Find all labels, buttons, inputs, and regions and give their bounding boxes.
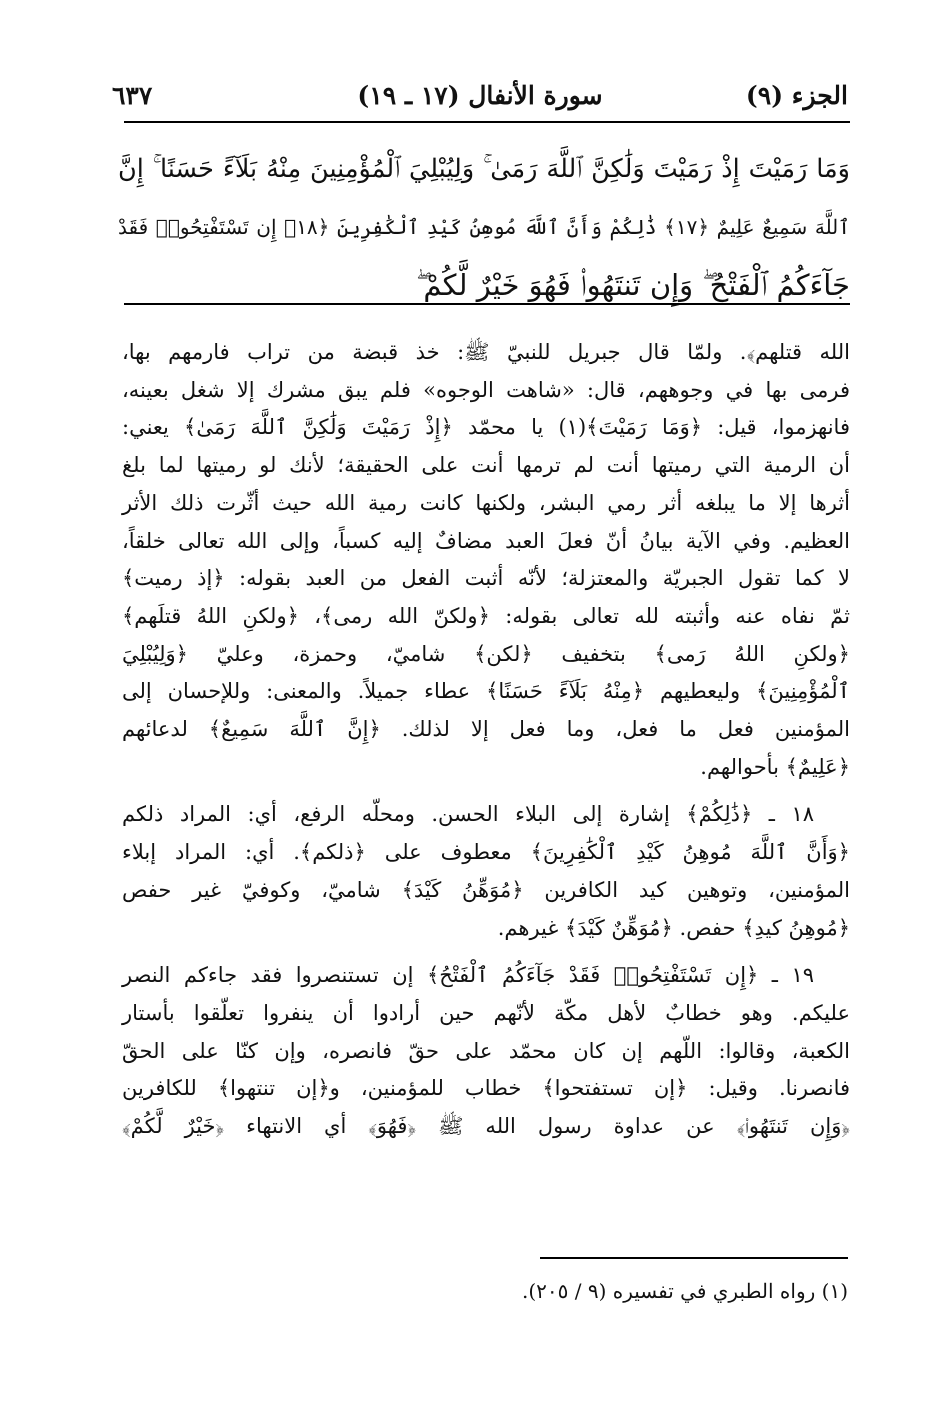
quran-line: ٱللَّهَ سَمِيعٌ عَلِيمٌ ﴿١٧﴾ ذَٰلِكُمْ وَأَنَّ ٱللَّهَ مُوهِنُ كَيْدِ ٱلْكَٰفِرِينَ ﴿١٨﴾ إِن تَسْتَفْتِحُوا۟ فَقَدْ	[118, 215, 850, 239]
quran-verses-block	[118, 140, 850, 314]
footnote: (١) رواه الطبري في تفسيره (٩ / ٢٠٥).	[521, 1279, 848, 1303]
paragraph-gap	[122, 947, 850, 957]
text-line: الكعبة، وقالوا: اللّهم إن كان محمّد على حقّ فانصره، وإن كنّا على الحقّ	[122, 1038, 850, 1063]
text-line: ﴿ولكنِ اللهُ رَمى﴾ بتخفيف ﴿لكن﴾ شاميّ، وحمزة، وعليّ ﴿وَلِيُبْلِيَ	[122, 641, 850, 666]
text-line: أثرها إلا ما يبلغه أثر رمي البشر، ولكنها كانت رمية الله حيث أثّرت ذلك الأثر	[122, 490, 850, 515]
text-line: العظيم. وفي الآية بيانُ أنّ فعلَ العبد مضافٌ إليه كسباً، وإلى الله تعالى خلقاً،	[122, 528, 850, 553]
page-header	[112, 76, 848, 116]
page-number: ٦٣٧	[112, 81, 153, 110]
text-line: المؤمنين فعل ما فعل، وما فعل إلا لذلك. ﴿إِنَّ ٱللَّهَ سَمِيعٌ﴾ لدعائهم	[122, 717, 850, 742]
text-line: ﴿عَلِيمٌ﴾ بأحوالهم.	[700, 754, 850, 779]
text-line: ﴿وَأَنَّ ٱللَّهَ مُوهِنُ كَيْدِ ٱلْكَٰفِرِينَ﴾ معطوف على ﴿ذلكم﴾. أي: المراد إبلاء	[122, 840, 850, 865]
paragraph-verse-18	[122, 796, 850, 947]
text-line: الله قتلهم﴾. ولمّا قال جبريل للنبيّ ﷺ: خذ قبضة من تراب فارمهم بها،	[122, 340, 850, 364]
quran-line: جَآءَكُمُ ٱلْفَتْحُ ۖ وَإِن تَنتَهُوا۟ فَهُوَ خَيْرٌ لَّكُمْ ۖ	[416, 268, 850, 302]
text-line: ﴿مُوهِنُ كيدِ﴾ حفص. ﴿مُوَهِّنٌ كَيْدَ﴾ غيرهم.	[497, 915, 850, 940]
text-line: فانهزموا، قيل: ﴿وَمَا رَمَيْتَ﴾(١) يا محمّد ﴿إِذْ رَمَيْتَ وَلَٰكِنَّ ٱللَّهَ رَمَىٰ﴾ يعني:	[122, 415, 850, 440]
text-line: ١٩ ـ ﴿إِن تَسْتَفْتِحُوا۟ فَقَدْ جَآءَكُمُ ٱلْفَتْحُ﴾ إن تستنصروا فقد جاءكم النصر	[122, 963, 814, 988]
header-divider	[124, 121, 850, 123]
paragraph-verse-19	[122, 957, 850, 1146]
juz-label: الجزء (٩)	[745, 81, 848, 110]
text-line: فانصرنا. وقيل: ﴿إن تستفتحوا﴾ خطاب للمؤمنين، و﴿إن تنتهوا﴾ للكافرين	[122, 1076, 850, 1101]
text-line: المؤمنين، وتوهين كيد الكافرين ﴿مُوَهِّنُ كَيْدَ﴾ شاميّ، وكوفيّ غير حفص	[122, 877, 850, 902]
paragraph-gap	[122, 786, 850, 796]
text-line: عليكم. وهو خطابٌ لأهل مكّة لأنّهم حين أرادوا أن ينفروا تعلّقوا بأستار	[122, 1000, 850, 1025]
text-line: أن الرمية التي رميتها أنت لم ترمها أنت على الحقيقة؛ لأنك لو رميتها لما بلغ	[122, 453, 850, 478]
text-line: لا كما تقول الجبريّة والمعتزلة؛ لأنّه أثبت الفعل من العبد بقوله: ﴿إذ رميت﴾	[122, 566, 850, 591]
text-line: ١٨ ـ ﴿ذَٰلِكُمْ﴾ إشارة إلى البلاء الحسن. ومحلّه الرفع، أي: المراد ذلكم	[122, 802, 814, 827]
text-line: ٱلْمُؤْمِنِينَ﴾ وليعطيهم ﴿مِنْهُ بَلَآءً حَسَنًا﴾ عطاء جميلاً. والمعنى: وللإحسان إلى	[122, 679, 850, 704]
quran-line: وَمَا رَمَيْتَ إِذْ رَمَيْتَ وَلَٰكِنَّ ٱللَّهَ رَمَىٰ ۚ وَلِيُبْلِيَ ٱلْمُؤْمِنِينَ مِنْهُ بَلَآءً حَسَنًا ۚ إِنَّ	[118, 154, 850, 184]
paragraph-verse-17	[122, 334, 850, 786]
text-line: ﴿وَإِن تَنتَهُوا۟﴾ عن عداوة رسول الله ﷺ ﴿فَهُوَ﴾ أي الانتهاء ﴿خَيْرٌ لَّكُمْ﴾	[122, 1114, 850, 1139]
text-line: ثمّ نفاه عنه وأثبته لله تعالى بقوله: ﴿ولكنّ الله رمى﴾، ﴿ولكنِ اللهُ قتلَهم﴾	[122, 603, 850, 628]
text-line: فرمى بها في وجوههم، قال: «شاهت الوجوه» فلم يبق مشرك إلا شغل بعينه،	[122, 377, 850, 402]
sura-title: سورة الأنفال (١٧ ـ ١٩)	[357, 81, 603, 110]
footnote-divider	[540, 1257, 848, 1259]
tafsir-body	[122, 334, 850, 1146]
verses-divider	[124, 303, 850, 305]
